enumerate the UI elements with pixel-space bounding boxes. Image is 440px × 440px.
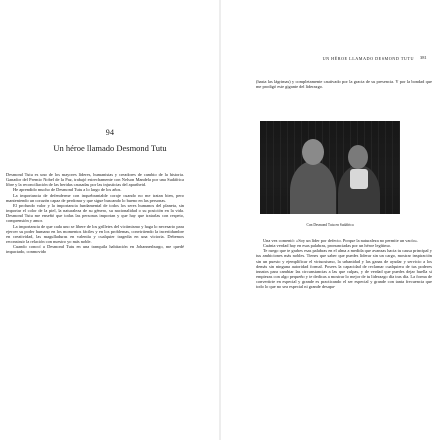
paragraph: Cuánta verdad hay en esas palabras, pronunciadas por un héroe legítimo. [263,243,392,249]
paragraph: La importancia de que cada uno se libere de los grilletes del victimismo y haga lo necesario para ejercer su poder humano en los momentos fáciles y en los problemas, convirtiendo la incertidumbre en creatividad, las magulladuras en valentía y cualquier tragedia en una victoria. Debemos reconstruir la relación con nuestro yo más noble. [6,223,184,245]
paragraph: Desmond Tutu es uno de los mayores líderes, humanistas y creadores de cambio de la historia. Ganador del Premio Nobel de la Paz, trabajó estrechamente con Nelson Mandela por una Sudáfrica libre y la reconciliación de las heridas causadas por las injusticias del apartheid. [6,172,184,188]
photo-shirt-right [350,169,368,189]
photo-head-left [302,139,324,165]
right-bottom-text [256,238,432,290]
photo-head-right [348,145,368,169]
paragraph: Una vez comentó: «Soy un líder por defecto. Porque la naturaleza no permite un vacío». [263,238,419,243]
left-body-text [6,172,184,255]
right-top-text [256,79,432,89]
chapter-number: 94 [105,128,115,137]
paragraph: He aprendido mucho de Desmond Tutu a lo largo de los años. [13,187,122,193]
paragraph: El profundo valor y la importancia fundamental de todos los seres humanos del planeta, sin importar el color de la piel, la naturaleza de su género, su nacionalidad o su posición en la vida. Desmond Tutu me enseñó que todas las personas importan y que hay que tratarlas con respeto, comprensión y amor. [6,202,184,224]
paragraph: Cuando conocí a Desmond Tutu en una tranquila habitación en Johannesburgo, me quedé impactado, conmovido [6,244,184,255]
chapter-title: Un héroe llamado Desmond Tutu [53,143,167,153]
paragraph: Te ruego que te grabes esas palabras en el alma a medida que avanzas hacia tu causa principal y tus ambiciones más nobles. Tienes que saber que puedes liderar sin un cargo, mostrar inspiración sin un puesto y ejemplificar el virtuosismo, la urbanidad y las ganas de ayudar y servicio a los demás sin ninguna autoridad formal. Posees la capacidad de reclamar cualquiera de tus poderes innatos para cambiar las circunstancias a las que culpas, y de verdad que puedes dejar huella si empiezas con algo pequeño y te dedicas a mostrar lo mejor de tu liderazgo día tras día. La forma de convertirte en especial y grande es practicando el ser especial y grande con tanta frecuencia que todo lo que no sea especial ni grande desapa- [256,248,432,290]
photo-figure-left [290,161,336,214]
running-head: UN HÉROE LLAMADO DESMOND TUTU [322,56,414,61]
paragraph: La importancia de defenderme con inquebrantable coraje cuando no me tratan bien, pero manteniendo un corazón capaz de perdonar y que sigue buscando lo bueno en las personas. [6,192,184,203]
photo-caption: Con Desmond Tutu en Sudáfrica [306,223,354,227]
photo-desmond-tutu [260,121,400,214]
paragraph: (hasta las lágrimas) y completamente cautivado por la gracia de su presencia. Y por la bondad que me prodigó este gigante del liderazgo. [256,79,432,90]
page-number: 381 [420,55,427,60]
right-page [220,0,440,440]
